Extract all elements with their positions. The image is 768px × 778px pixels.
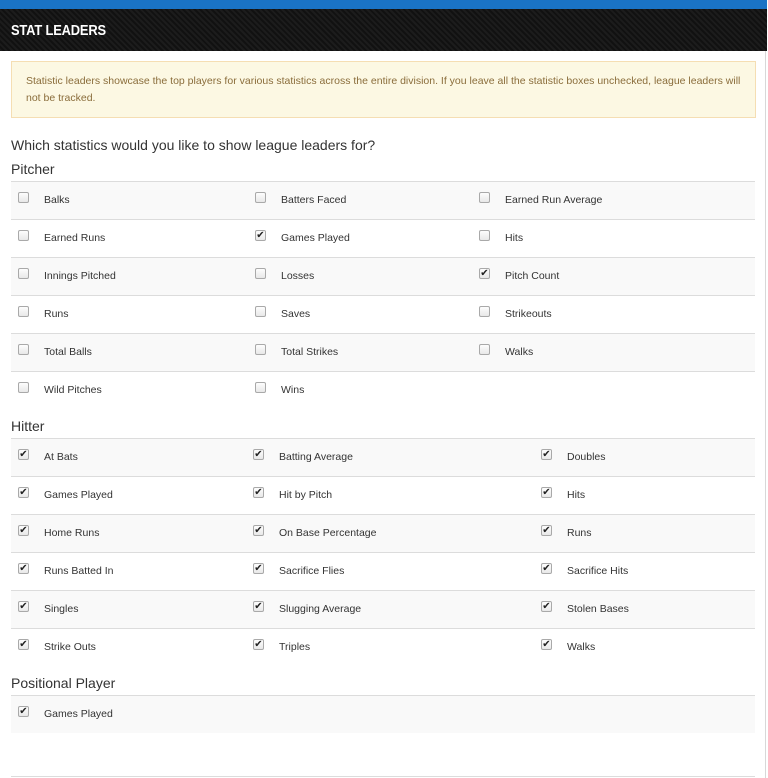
stat-label: Wins [281,384,305,396]
hitter-stat-hit-by-pitch[interactable] [246,477,466,515]
checkbox[interactable] [253,487,264,498]
stat-label: Balks [44,194,70,206]
stat-label: Hits [567,489,586,501]
section-title-pitcher: Pitcher [11,161,55,177]
checkbox[interactable] [253,525,264,536]
hitter-stat-runs-batted-in[interactable] [11,553,231,591]
pitcher-stat-walks[interactable] [472,334,692,372]
hitter-stat-batting-average[interactable] [246,439,466,477]
stat-label: Total Balls [44,346,92,358]
stat-label: Stolen Bases [567,603,629,615]
stat-row [11,219,755,257]
checkmark-icon: ✔ [19,600,28,612]
stat-row [11,181,755,219]
stat-label: Games Played [281,232,350,244]
stat-label: Total Strikes [281,346,339,358]
stat-label: At Bats [44,451,78,463]
pitcher-stat-games-played[interactable] [248,220,468,258]
pitcher-stat-saves[interactable] [248,296,468,334]
checkbox[interactable] [18,306,29,317]
stat-row [11,590,755,628]
checkbox[interactable] [541,525,552,536]
pitcher-stat-batters-faced[interactable] [248,182,468,220]
checkbox[interactable] [18,563,29,574]
stat-label: Runs [44,308,69,320]
checkbox[interactable] [541,563,552,574]
hitter-stat-at-bats[interactable] [11,439,231,477]
checkbox[interactable] [479,192,490,203]
checkmark-icon: ✔ [19,562,28,574]
positional-stat-games-played[interactable] [11,696,231,734]
checkbox[interactable] [541,601,552,612]
pitcher-stat-wins[interactable] [248,372,468,410]
checkmark-icon: ✔ [19,486,28,498]
bottom-divider [11,776,755,777]
pitcher-stat-losses[interactable] [248,258,468,296]
checkbox[interactable] [253,639,264,650]
checkbox[interactable] [541,487,552,498]
stat-label: Hits [505,232,524,244]
checkbox[interactable] [18,192,29,203]
pitcher-stat-runs[interactable] [11,296,231,334]
stat-row [11,257,755,295]
stat-label: Strikeouts [505,308,552,320]
stat-label: Runs Batted In [44,565,114,577]
pitcher-stats-table [11,181,755,409]
stat-label: Wild Pitches [44,384,102,396]
stat-label: Doubles [567,451,606,463]
stat-row [11,333,755,371]
stat-row [11,295,755,333]
section-title-positional: Positional Player [11,675,116,691]
checkmark-icon: ✔ [254,638,263,650]
hitter-stat-home-runs[interactable] [11,515,231,553]
stat-label: Games Played [44,489,113,501]
checkmark-icon: ✔ [480,267,489,279]
stat-label: Pitch Count [505,270,560,282]
hitter-stat-triples[interactable] [246,629,466,667]
checkmark-icon: ✔ [542,448,551,460]
right-divider [765,51,766,778]
question-heading: Which statistics would you like to show league leaders for? [11,137,376,153]
page-title: STAT LEADERS [11,21,106,39]
stat-row [11,695,755,733]
stat-label: Walks [567,641,596,653]
checkmark-icon: ✔ [254,600,263,612]
checkbox[interactable] [18,268,29,279]
section-title-hitter: Hitter [11,418,45,434]
stat-label: Innings Pitched [44,270,116,282]
stat-row [11,552,755,590]
stat-row [11,628,755,666]
checkmark-icon: ✔ [19,705,28,717]
checkbox[interactable] [255,344,266,355]
checkbox[interactable] [18,487,29,498]
checkbox[interactable] [541,639,552,650]
checkbox[interactable] [18,449,29,460]
hitter-stat-walks[interactable] [534,629,754,667]
stat-label: Games Played [44,708,113,720]
checkbox[interactable] [253,563,264,574]
pitcher-stat-wild-pitches[interactable] [11,372,231,410]
checkbox[interactable] [18,344,29,355]
hitter-stat-sacrifice-hits[interactable] [534,553,754,591]
checkmark-icon: ✔ [542,524,551,536]
checkmark-icon: ✔ [19,638,28,650]
stat-label: Home Runs [44,527,100,539]
checkbox[interactable] [18,639,29,650]
checkbox[interactable] [479,268,490,279]
checkmark-icon: ✔ [254,524,263,536]
hitter-stat-doubles[interactable] [534,439,754,477]
checkmark-icon: ✔ [542,562,551,574]
hitter-stat-runs[interactable] [534,515,754,553]
checkbox[interactable] [479,344,490,355]
pitcher-stat-pitch-count[interactable] [472,258,692,296]
stat-label: Slugging Average [279,603,362,615]
hitter-stat-sacrifice-flies[interactable] [246,553,466,591]
checkmark-icon: ✔ [542,638,551,650]
checkbox[interactable] [18,382,29,393]
checkbox[interactable] [253,601,264,612]
stat-label: Hit by Pitch [279,489,333,501]
stat-label: Losses [281,270,315,282]
pitcher-stat-total-balls[interactable] [11,334,231,372]
hitter-stats-table [11,438,755,666]
checkbox[interactable] [255,382,266,393]
stat-label: Sacrifice Hits [567,565,629,577]
positional-stats-table [11,695,755,733]
checkbox[interactable] [253,449,264,460]
pitcher-stat-balks[interactable] [11,182,231,220]
checkmark-icon: ✔ [542,600,551,612]
checkmark-icon: ✔ [19,448,28,460]
pitcher-stat-innings-pitched[interactable] [11,258,231,296]
stat-label: Batting Average [279,451,353,463]
stat-label: Earned Run Average [505,194,603,206]
pitcher-stat-strikeouts[interactable] [472,296,692,334]
stat-row [11,514,755,552]
checkbox[interactable] [541,449,552,460]
page-header [0,9,767,51]
pitcher-stat-earned-run-average[interactable] [472,182,692,220]
stat-label: Strike Outs [44,641,96,653]
checkbox[interactable] [255,268,266,279]
stat-row [11,438,755,476]
checkbox[interactable] [479,306,490,317]
checkbox[interactable] [479,230,490,241]
pitcher-stat-earned-runs[interactable] [11,220,231,258]
hitter-stat-on-base-percentage[interactable] [246,515,466,553]
hitter-stat-stolen-bases[interactable] [534,591,754,629]
stat-label: Singles [44,603,79,615]
checkbox[interactable] [18,706,29,717]
checkmark-icon: ✔ [254,486,263,498]
stat-label: On Base Percentage [279,527,377,539]
checkbox[interactable] [255,230,266,241]
checkmark-icon: ✔ [256,229,265,241]
stat-label: Sacrifice Flies [279,565,345,577]
hitter-stat-games-played[interactable] [11,477,231,515]
info-notice [11,61,756,118]
pitcher-stat-hits[interactable] [472,220,692,258]
stat-label: Saves [281,308,311,320]
stat-label: Walks [505,346,534,358]
hitter-stat-strike-outs[interactable] [11,629,231,667]
hitter-stat-slugging-average[interactable] [246,591,466,629]
stat-row [11,476,755,514]
hitter-stat-singles[interactable] [11,591,231,629]
hitter-stat-hits[interactable] [534,477,754,515]
checkmark-icon: ✔ [254,562,263,574]
stat-label: Batters Faced [281,194,347,206]
notice-text: Statistic leaders showcase the top players for various statistics across the entire division. If you leave all the statistic boxes unchecked, league leaders will not be tracked. [26,75,741,104]
checkbox[interactable] [18,230,29,241]
pitcher-stat-total-strikes[interactable] [248,334,468,372]
checkbox[interactable] [255,192,266,203]
stat-label: Triples [279,641,311,653]
checkmark-icon: ✔ [19,524,28,536]
stat-label: Runs [567,527,592,539]
stat-label: Earned Runs [44,232,106,244]
checkbox[interactable] [255,306,266,317]
top-accent-bar [0,0,767,9]
stat-row [11,371,755,409]
checkbox[interactable] [18,601,29,612]
checkmark-icon: ✔ [542,486,551,498]
checkmark-icon: ✔ [254,448,263,460]
checkbox[interactable] [18,525,29,536]
